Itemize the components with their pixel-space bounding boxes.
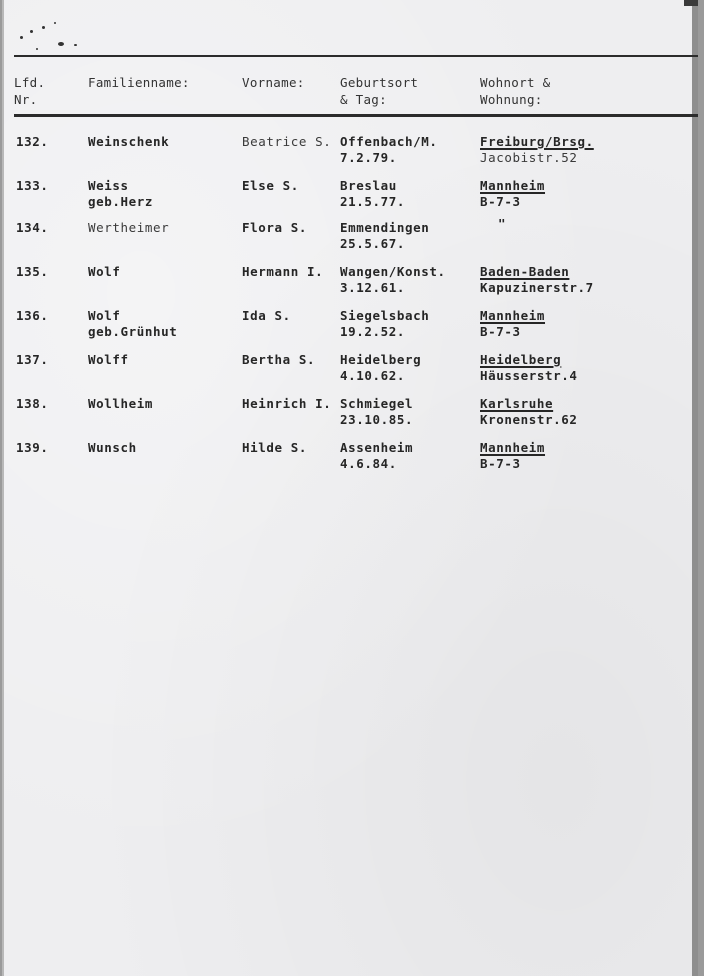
- row-wohnort-street: B-7-3: [480, 324, 521, 339]
- row-wohnort-city: Mannheim: [480, 308, 546, 323]
- row-vorname: Else S.: [242, 178, 299, 193]
- row-wohnort-city: Freiburg/Brsg.: [480, 134, 594, 149]
- header-bottom-rule: [14, 114, 698, 117]
- row-wohnort-city: Mannheim: [480, 178, 546, 193]
- row-vorname: Hilde S.: [242, 440, 308, 455]
- row-geburtsort: Offenbach/M. 7.2.79.: [340, 134, 438, 165]
- row-familienname: Wolff: [88, 352, 129, 367]
- header-top-rule: [14, 55, 698, 57]
- row-wohnort-street: B-7-3: [480, 456, 521, 471]
- row-wohnort-city: Heidelberg: [480, 352, 562, 367]
- row-vorname: Hermann I.: [242, 264, 324, 279]
- row-vorname: Ida S.: [242, 308, 291, 323]
- row-wohnort-city: Baden-Baden: [480, 264, 570, 279]
- row-familienname: Wunsch: [88, 440, 137, 455]
- row-number: 134.: [16, 220, 49, 235]
- row-geburtsort: Assenheim 4.6.84.: [340, 440, 414, 471]
- row-geburtsort: Schmiegel 23.10.85.: [340, 396, 414, 427]
- header-wohnort: Wohnort & Wohnung:: [480, 75, 551, 107]
- document-page: [2, 0, 698, 976]
- row-familienname: Weinschenk: [88, 134, 170, 149]
- row-wohnort-ditto: ": [498, 216, 507, 231]
- row-familienname: Weiss geb.Herz: [88, 178, 154, 209]
- row-familienname: Wolf: [88, 264, 121, 279]
- row-vorname: Flora S.: [242, 220, 308, 235]
- row-vorname: Bertha S.: [242, 352, 316, 367]
- row-wohnort-city: Mannheim: [480, 440, 546, 455]
- row-number: 137.: [16, 352, 49, 367]
- header-vorname: Vorname:: [242, 75, 305, 90]
- row-wohnort-street: Häusserstr.4: [480, 368, 578, 383]
- page-right-edge: [692, 0, 698, 976]
- row-familienname: Wolf geb.Grünhut: [88, 308, 178, 339]
- row-vorname: Beatrice S.: [242, 134, 332, 149]
- row-geburtsort: Wangen/Konst. 3.12.61.: [340, 264, 446, 295]
- row-number: 138.: [16, 396, 49, 411]
- header-geburtsort: Geburtsort & Tag:: [340, 75, 419, 107]
- header-lfd-nr: Lfd. Nr.: [14, 75, 46, 107]
- row-number: 136.: [16, 308, 49, 323]
- row-geburtsort: Heidelberg 4.10.62.: [340, 352, 422, 383]
- row-wohnort-street: Kapuzinerstr.7: [480, 280, 594, 295]
- header-familienname: Familienname:: [88, 75, 190, 90]
- row-number: 139.: [16, 440, 49, 455]
- row-familienname: Wollheim: [88, 396, 154, 411]
- row-geburtsort: Breslau 21.5.77.: [340, 178, 406, 209]
- page-corner-shadow: [684, 0, 698, 6]
- row-wohnort-street: B-7-3: [480, 194, 521, 209]
- row-number: 133.: [16, 178, 49, 193]
- row-geburtsort: Siegelsbach 19.2.52.: [340, 308, 430, 339]
- row-wohnort-street: Kronenstr.62: [480, 412, 578, 427]
- row-vorname: Heinrich I.: [242, 396, 332, 411]
- row-wohnort-street: Jacobistr.52: [480, 150, 578, 165]
- row-geburtsort: Emmendingen 25.5.67.: [340, 220, 430, 251]
- row-number: 135.: [16, 264, 49, 279]
- page-left-edge: [2, 0, 4, 976]
- row-number: 132.: [16, 134, 49, 149]
- row-wohnort-city: Karlsruhe: [480, 396, 554, 411]
- row-familienname: Wertheimer: [88, 220, 170, 235]
